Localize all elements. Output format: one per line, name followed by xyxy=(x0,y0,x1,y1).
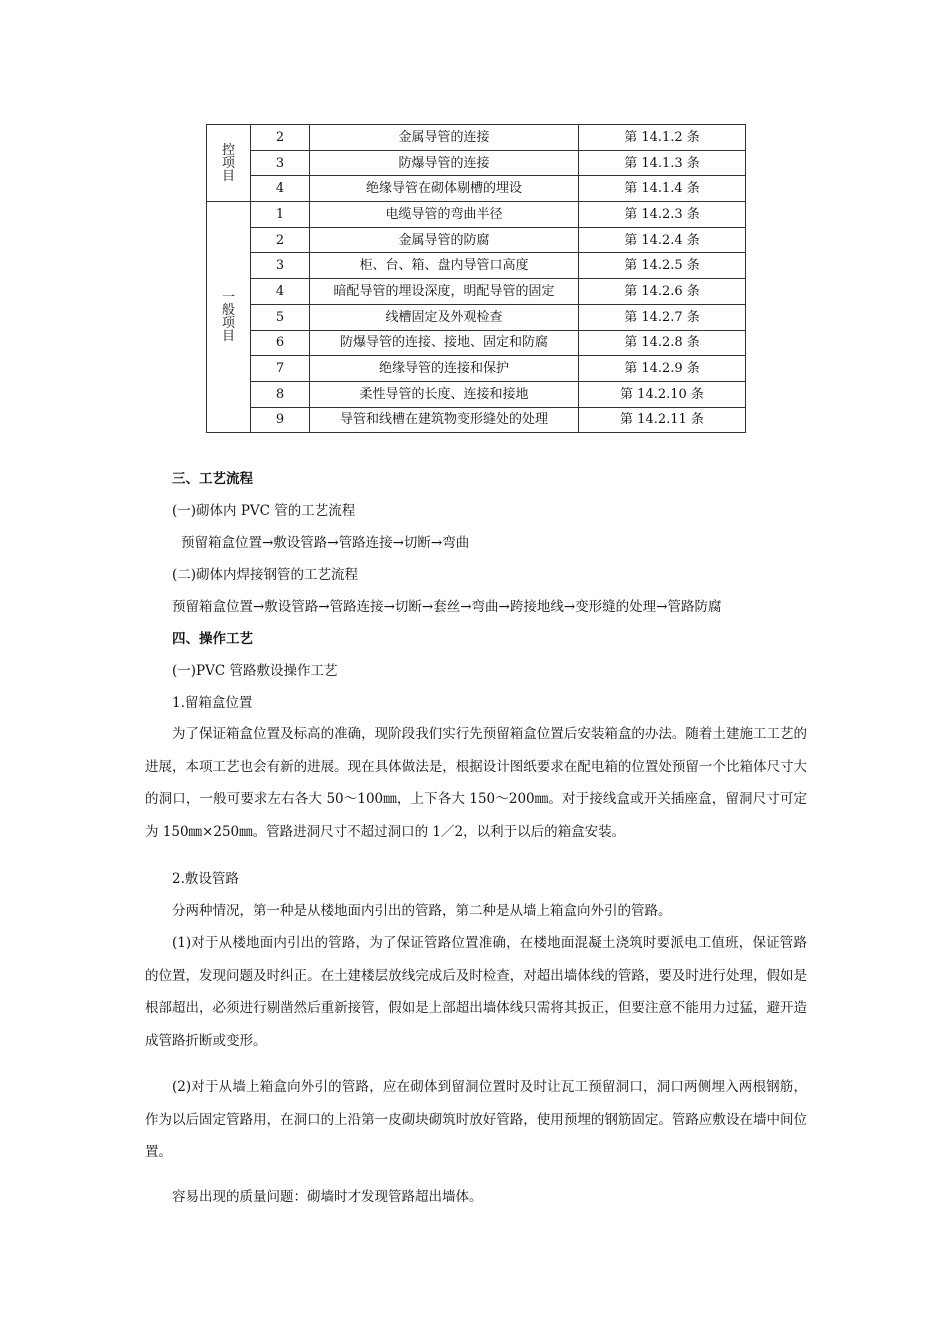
row-reference: 第 14.2.3 条 xyxy=(579,202,746,228)
row-number: 4 xyxy=(251,279,310,305)
table-row xyxy=(207,356,746,382)
row-reference: 第 14.1.4 条 xyxy=(579,176,746,202)
row-number: 2 xyxy=(251,227,310,253)
group-label-char: 目 xyxy=(221,168,235,184)
group-label-char: 控 xyxy=(221,142,235,158)
row-number: 7 xyxy=(251,356,310,382)
row-number: 6 xyxy=(251,330,310,356)
subheading-laying-pipes: 2.敷设管路 xyxy=(172,871,239,887)
paragraph-box-position xyxy=(145,718,807,848)
row-number: 5 xyxy=(251,304,310,330)
row-number: 9 xyxy=(251,407,310,433)
row-item: 防爆导管的连接、接地、固定和防腐 xyxy=(310,330,579,356)
row-item: 暗配导管的埋设深度，明配导管的固定 xyxy=(310,279,579,305)
section-heading-operation: 四、操作工艺 xyxy=(172,631,253,647)
table-row xyxy=(207,279,746,305)
paragraph-text: 为了保证箱盒位置及标高的准确，现阶段我们实行先预留箱盒位置后安装箱盒的办法。随着土建施工工艺的进展，本项工艺也会有新的进展。现在具体做法是，根据设计图纸要求在配电箱的位置处预留一个比箱体尺寸大的洞口，一般可要求左右各大 50～100㎜，上下各大 150～200㎜。对于接线盒或开关插座盒，留洞尺寸可定为 150㎜×250㎜。管路进洞尺寸不超过洞口的 1／2，以利于以后的箱盒安装。 xyxy=(145,726,807,840)
subheading-steel-flow: (二)砌体内焊接钢管的工艺流程 xyxy=(172,567,359,583)
row-reference: 第 14.2.11 条 xyxy=(579,407,746,433)
row-item: 防爆导管的连接 xyxy=(310,150,579,176)
row-number: 3 xyxy=(251,150,310,176)
paragraph-floor-pipes xyxy=(145,927,807,1057)
table-row xyxy=(207,253,746,279)
row-item: 电缆导管的弯曲半径 xyxy=(310,202,579,228)
row-number: 3 xyxy=(251,253,310,279)
flow-steel-steps: 预留箱盒位置→敷设管路→管路连接→切断→套丝→弯曲→跨接地线→变形缝的处理→管路防腐 xyxy=(172,599,722,615)
paragraph-wall-box-pipes xyxy=(145,1071,807,1169)
subheading-box-position: 1.留箱盒位置 xyxy=(172,695,253,711)
row-reference: 第 14.2.8 条 xyxy=(579,330,746,356)
row-number: 2 xyxy=(251,125,310,151)
row-reference: 第 14.2.10 条 xyxy=(579,381,746,407)
group-label xyxy=(207,144,250,183)
paragraph-quality-issue xyxy=(145,1181,807,1214)
row-item: 绝缘导管的连接和保护 xyxy=(310,356,579,382)
row-item: 导管和线槽在建筑物变形缝处的处理 xyxy=(310,407,579,433)
flow-pvc-steps: 预留箱盒位置→敷设管路→管路连接→切断→弯曲 xyxy=(181,535,470,551)
table-row xyxy=(207,330,746,356)
row-reference: 第 14.2.6 条 xyxy=(579,279,746,305)
paragraph-text: (2)对于从墙上箱盒向外引的管路，应在砌体到留洞位置时及时让瓦工预留洞口，洞口两侧埋入两根钢筋，作为以后固定管路用，在洞口的上沿第一皮砌块砌筑时放好管路，使用预埋的钢筋固定。管路应敷设在墙中间位置。 xyxy=(145,1079,807,1161)
row-item: 金属导管的连接 xyxy=(310,125,579,151)
row-number: 8 xyxy=(251,381,310,407)
paragraph-text: 分两种情况，第一种是从楼地面内引出的管路，第二种是从墙上箱盒向外引的管路。 xyxy=(172,903,672,919)
table-row xyxy=(207,202,746,228)
group-label-char: 般 xyxy=(221,303,235,319)
row-item: 柜、台、箱、盘内导管口高度 xyxy=(310,253,579,279)
table-row xyxy=(207,150,746,176)
section-heading-process-flow: 三、工艺流程 xyxy=(172,471,253,487)
table-row xyxy=(207,304,746,330)
main-control-group-cell xyxy=(207,125,251,202)
row-item: 线槽固定及外观检查 xyxy=(310,304,579,330)
group-label-char: 目 xyxy=(221,329,235,345)
row-item: 柔性导管的长度、连接和接地 xyxy=(310,381,579,407)
group-label xyxy=(207,291,250,343)
table-row xyxy=(207,381,746,407)
row-item: 绝缘导管在砌体剔槽的埋设 xyxy=(310,176,579,202)
paragraph-text: (1)对于从楼地面内引出的管路，为了保证管路位置准确，在楼地面混凝土浇筑时要派电工值班，保证管路的位置，发现问题及时纠正。在土建楼层放线完成后及时检查，对超出墙体线的管路，要及时进行处理，假如是根部超出，必须进行剔凿然后重新接管，假如是上部超出墙体线只需将其扳正，但要注意不能用力过猛，避开造成管路折断或变形。 xyxy=(145,935,807,1049)
paragraph-text: 容易出现的质量问题：砌墙时才发现管路超出墙体。 xyxy=(172,1189,483,1205)
table-row xyxy=(207,125,746,151)
subheading-pvc-laying: (一)PVC 管路敷设操作工艺 xyxy=(172,663,338,679)
row-number: 4 xyxy=(251,176,310,202)
row-reference: 第 14.1.3 条 xyxy=(579,150,746,176)
table-row xyxy=(207,227,746,253)
subheading-pvc-flow: (一)砌体内 PVC 管的工艺流程 xyxy=(172,503,356,519)
group-label-char: 项 xyxy=(221,316,235,332)
row-item: 金属导管的防腐 xyxy=(310,227,579,253)
general-group-cell xyxy=(207,202,251,433)
row-reference: 第 14.2.5 条 xyxy=(579,253,746,279)
inspection-items-table xyxy=(206,124,746,433)
paragraph-laying-intro xyxy=(145,895,807,928)
table-row xyxy=(207,176,746,202)
row-reference: 第 14.2.9 条 xyxy=(579,356,746,382)
group-label-char: 项 xyxy=(221,155,235,171)
table-row xyxy=(207,407,746,433)
row-reference: 第 14.2.7 条 xyxy=(579,304,746,330)
row-reference: 第 14.2.4 条 xyxy=(579,227,746,253)
group-label-char: 一 xyxy=(221,290,235,306)
row-reference: 第 14.1.2 条 xyxy=(579,125,746,151)
row-number: 1 xyxy=(251,202,310,228)
